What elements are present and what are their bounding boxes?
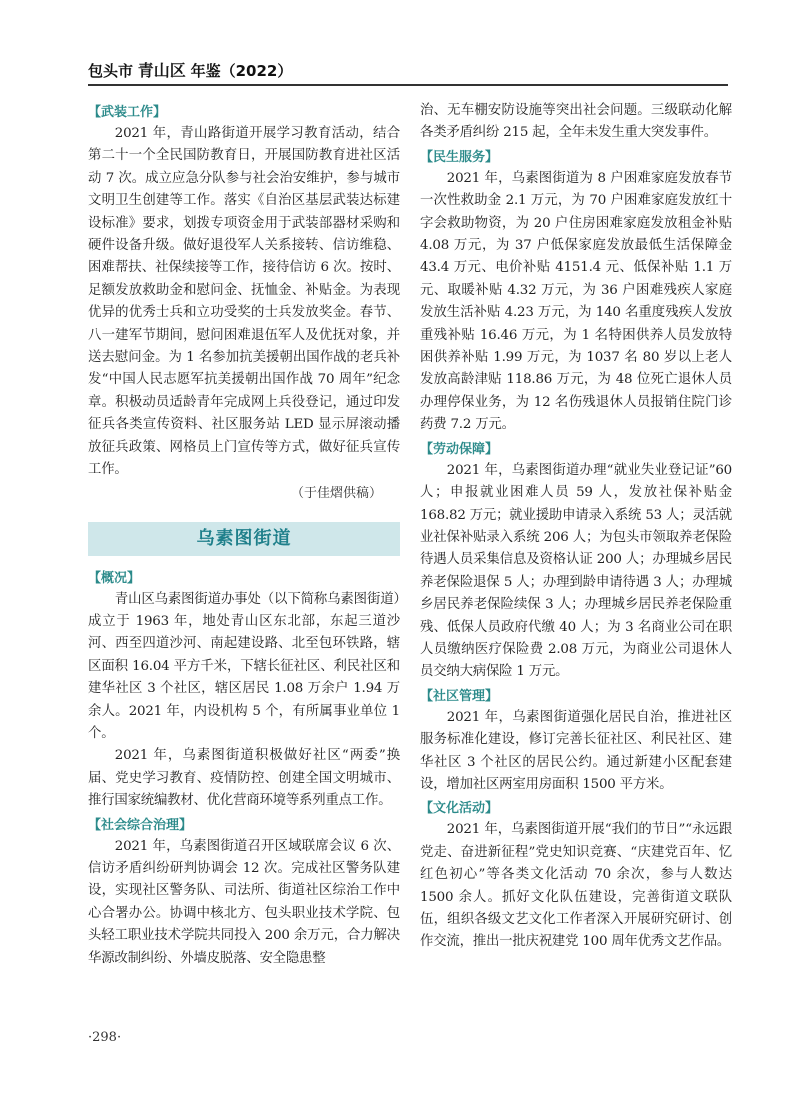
header-yearbook: 年鉴（2022） — [190, 62, 293, 80]
paragraph: 2021 年，乌素图街道为 8 户困难家庭发放春节一次性救助金 2.1 万元，为 70 户困难家庭发放红十字会救助物资，为 20 户住房困难家庭发放租金补贴 4.08 万元，为 37 户低保家庭发放最低生活保障金 43.4 万元、电价补贴 4151.4 元、低保补贴 1.1 万元、取暖补贴 4.32 万元，为 36 户困难残疾人家庭发放生活补贴 4.23 万元，为 140 名重度残疾人发放重残补贴 16.46 万元，为 1 名特困供养人员发放特困供养补贴 1.99 万元，为 1037 名 80 岁以上老人发放高龄津贴 118.86 万元，为 48 位死亡退休人员办理停保业务，为 12 名伤残退休人员报销住院门诊药费 7.2 万元。 — [420, 170, 732, 433]
header-rule — [88, 84, 728, 86]
section-title-overview: 【概况】 — [88, 570, 141, 586]
section-title-culture: 【文化活动】 — [420, 801, 499, 817]
paragraph: 2021 年，乌素图街道强化居民自治，推进社区服务标准化建设，修订完善长征社区、利民社区、建华社区 3 个社区的居民公约。通过新建小区配套建设，增加社区两室用房面积 1500 平方米。 — [420, 709, 732, 792]
paragraph-continued: 治、无车棚安防设施等突出社会问题。三级联动化解各类矛盾纠纷 215 起，全年未发生重大突发事件。 — [420, 103, 732, 141]
section-title-livelihood: 【民生服务】 — [420, 149, 499, 165]
right-column — [420, 100, 732, 954]
paragraph: 2021 年，乌素图街道开展“我们的节日”“永远跟党走、奋进新征程”党史知识竞赛、“庆建党百年、忆红色初心”等各类文化活动 70 余次，参与人数达 1500 余人。抓好文化队伍建设，完善街道文联队伍，组织各级文艺文化工作者深入开展研究研讨、创作交流，推出一批庆祝建党 100 周年优秀文艺作品。 — [420, 822, 732, 950]
section-title-governance: 【社会综合治理】 — [88, 817, 193, 833]
running-header — [88, 58, 418, 84]
page-number: ·298· — [88, 1030, 122, 1045]
paragraph: 2021 年，青山路街道开展学习教育活动，结合第二十一个全民国防教育日，开展国防教育进社区活动 7 次。成立应急分队参与社会治安维护，参与城市文明卫生创建等工作。落实《自治区基层武装达标建设标准》要求，划拨专项资金用于武装部器材采购和硬件设备升级。做好退役军人关系接转、信访维稳、困难帮扶、社保续接等工作，接待信访 6 次。按时、足额发放救助金和慰问金、抚恤金、补贴金。为表现优异的优秀士兵和立功受奖的士兵发放奖金。春节、八一建军节期间，慰问困难退伍军人及优抚对象，并送去慰问金。为 1 名参加抗美援朝出国作战的老兵补发“中国人民志愿军抗美援朝出国作战 70 周年”纪念章。积极动员适龄青年完成网上兵役登记，通过印发征兵各类宣传资料、社区服务站 LED 显示屏滚动播放征兵政策、网格员上门宣传等方式，做好征兵宣传工作。 — [88, 126, 400, 478]
section-title-armed: 【武装工作】 — [88, 105, 167, 120]
section-title-community: 【社区管理】 — [420, 688, 499, 704]
author-credit: （于佳熠供稿） — [290, 485, 382, 501]
chapter-title: 乌素图街道 — [196, 527, 292, 549]
header-city: 包头市 — [88, 62, 134, 80]
paragraph: 青山区乌素图街道办事处（以下简称乌素图街道）成立于 1963 年，地处青山区东北部，东起三道沙河、西至四道沙河、南起建设路、北至包环铁路，辖区面积 16.04 平方千米，下辖长征社区、利民社区和建华社区 3 个社区，辖区居民 1.08 万余户 1.94 万余人。2021 年，内设机构 5 个，有所属事业单位 1 个。 — [88, 591, 400, 741]
header-logo: 青山区 — [137, 61, 186, 80]
paragraph: 2021 年，乌素图街道办理“就业失业登记证”60 人；申报就业困难人员 59 人，发放社保补贴金 168.82 万元；就业援助申请录入系统 53 人；灵活就业社保补贴录入系统 206 人；为包头市领取养老保险待遇人员采集信息及资格认证 200 人；办理城乡居民养老保险退保 5 人；办理到龄申请待遇 3 人；办理城乡居民养老保险续保 3 人；办理城乡居民养老保险重残、低保人员政府代缴 40 人；为 3 名商业公司在职人员缴纳医疗保险费 2.08 万元，为商业公司退休人员交纳大病保险 1 万元。 — [420, 462, 732, 680]
paragraph: 2021 年，乌素图街道积极做好社区“两委”换届、党史学习教育、疫情防控、创建全国文明城市、推行国家统编教材、优化营商环境等系列重点工作。 — [88, 748, 400, 809]
chapter-banner — [88, 522, 400, 556]
paragraph: 2021 年，乌素图街道召开区域联席会议 6 次、信访矛盾纠纷研判协调会 12 次。完成社区警务队建设，实现社区警务队、司法所、街道社区综治工作中心合署办公。协调中核北方、包头职业技术学院、包头轻工职业技术学院共同投入 200 余万元，合力解决华源改制纠纷、外墙皮脱落、安全隐患整 — [88, 838, 400, 966]
section-title-labor: 【劳动保障】 — [420, 441, 499, 457]
left-column — [88, 100, 400, 970]
